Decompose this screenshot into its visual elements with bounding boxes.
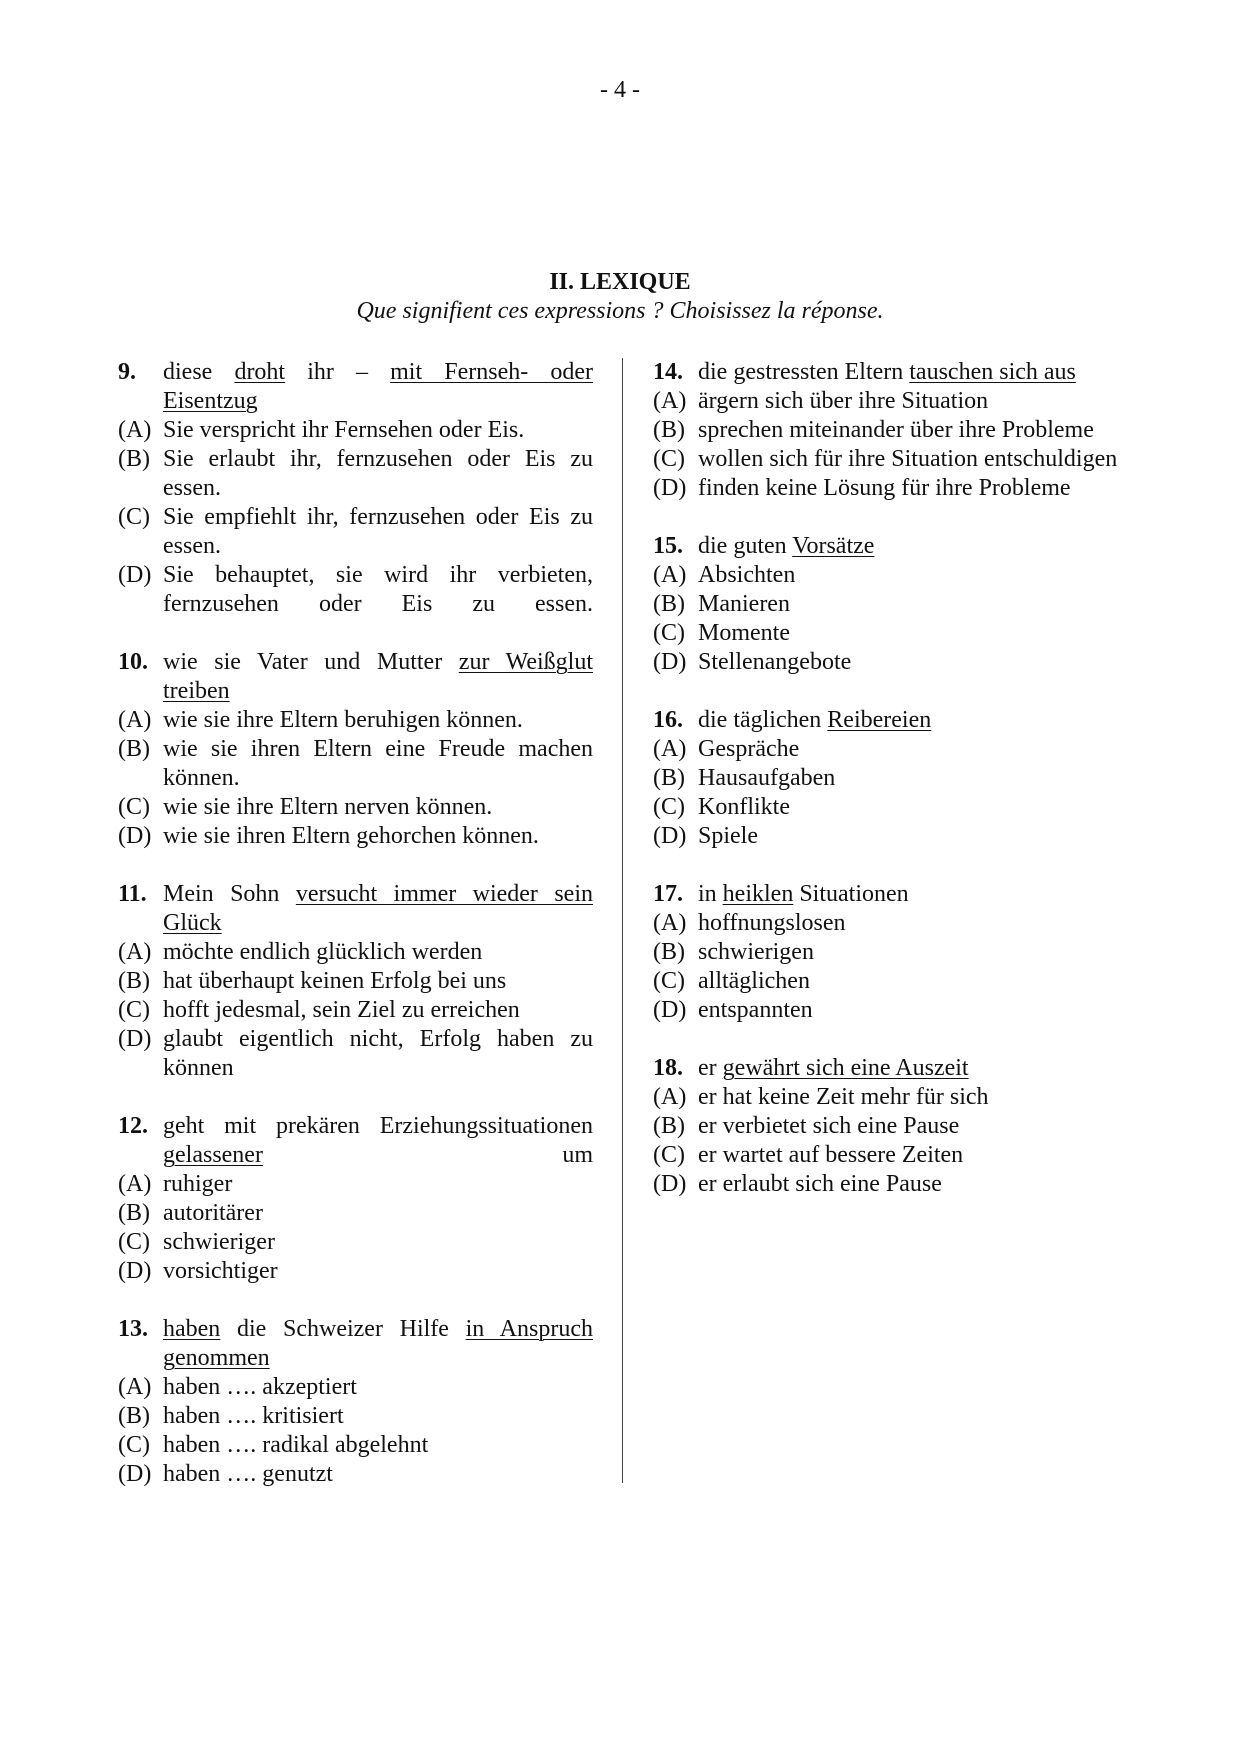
question-stem-row (118, 648, 593, 706)
answer-option (118, 1373, 593, 1402)
answer-option (653, 1112, 1127, 1141)
option-text: Spiele (698, 823, 758, 849)
answer-option (118, 822, 593, 851)
option-text: Konflikte (698, 794, 790, 820)
right-column (653, 358, 1127, 1228)
stem-text: Mein Sohn (163, 881, 296, 907)
answer-option (653, 619, 1127, 648)
option-text: Sie verspricht ihr Fernsehen oder Eis. (163, 417, 525, 443)
question-15 (653, 532, 1127, 677)
option-label: (D) (118, 1258, 152, 1284)
option-label: (B) (653, 591, 685, 617)
answer-option (118, 1170, 593, 1199)
answer-option (118, 706, 593, 735)
stem-text: wie sie Vater und Mutter (163, 649, 459, 675)
answer-option (118, 503, 593, 561)
option-label: (A) (653, 1084, 687, 1110)
option-label: (B) (118, 736, 150, 762)
option-text: er wartet auf bessere Zeiten (698, 1142, 964, 1168)
option-label: (B) (118, 446, 150, 472)
option-label: (D) (653, 475, 687, 501)
option-label: (B) (653, 765, 685, 791)
question-stem (163, 880, 593, 938)
option-label: (D) (653, 997, 687, 1023)
option-label: (B) (118, 968, 150, 994)
answer-option (118, 793, 593, 822)
section-subtitle: Que signifient ces expressions ? Choisissez la réponse. (356, 298, 884, 324)
option-text: hoffnungslosen (698, 910, 846, 936)
option-text: haben …. kritisiert (163, 1403, 344, 1429)
option-label: (A) (653, 736, 687, 762)
question-stem-row (118, 880, 593, 938)
stem-text: ihr – (285, 359, 391, 385)
question-stem (698, 358, 1127, 387)
question-stem (698, 880, 1127, 909)
answer-option (653, 416, 1127, 445)
option-text: er verbietet sich eine Pause (698, 1113, 960, 1139)
option-label: (C) (118, 1229, 150, 1255)
question-stem (163, 1112, 593, 1170)
answer-option (653, 1141, 1127, 1170)
answer-option (653, 938, 1127, 967)
underlined-expression: gelassener (163, 1142, 263, 1168)
underlined-expression: zur Weißglut treiben (163, 649, 593, 704)
option-label: (D) (118, 562, 152, 588)
option-text: glaubt eigentlich nicht, Erfolg haben zu können (163, 1026, 593, 1081)
option-text: Gespräche (698, 736, 800, 762)
option-label: (C) (118, 1432, 150, 1458)
option-label: (B) (118, 1200, 150, 1226)
question-stem (698, 706, 1127, 735)
option-label: (A) (118, 707, 152, 733)
underlined-expression: gewährt sich eine Auszeit (722, 1055, 969, 1081)
underlined-expression: tauschen sich aus (909, 359, 1076, 385)
question-stem-row (653, 532, 1127, 561)
question-11 (118, 880, 593, 1083)
option-label: (D) (118, 1461, 152, 1487)
underlined-expression: versucht immer wieder sein Glück (163, 881, 593, 936)
stem-text: diese (163, 359, 235, 385)
option-label: (C) (653, 968, 685, 994)
option-text: hat überhaupt keinen Erfolg bei uns (163, 968, 507, 994)
answer-option (118, 967, 593, 996)
question-stem-row (118, 358, 593, 416)
question-stem-row (118, 1315, 593, 1373)
option-text: haben …. akzeptiert (163, 1374, 357, 1400)
question-stem (163, 1315, 593, 1373)
underlined-expression: droht (234, 359, 286, 385)
question-stem-row (653, 880, 1127, 909)
option-label: (C) (118, 504, 150, 530)
option-text: Manieren (698, 591, 790, 617)
answer-option (653, 764, 1127, 793)
page-number: - 4 - (600, 77, 640, 103)
option-label: (D) (653, 823, 687, 849)
answer-option (118, 1402, 593, 1431)
question-number: 9. (118, 359, 136, 385)
option-text: entspannten (698, 997, 813, 1023)
answer-option (118, 735, 593, 793)
option-text: autoritärer (163, 1200, 263, 1226)
option-label: (A) (653, 388, 687, 414)
option-label: (D) (118, 823, 152, 849)
option-label: (C) (653, 620, 685, 646)
option-text: möchte endlich glücklich werden (163, 939, 483, 965)
option-text: vorsichtiger (163, 1258, 278, 1284)
option-label: (A) (118, 1171, 152, 1197)
option-text: schwierigen (698, 939, 814, 965)
answer-option (653, 561, 1127, 590)
option-text: alltäglichen (698, 968, 810, 994)
answer-option (118, 561, 593, 619)
underlined-expression: mit Fernseh- oder Eisentzug (163, 359, 594, 414)
answer-option (653, 967, 1127, 996)
option-label: (B) (653, 939, 685, 965)
question-number: 14. (653, 359, 683, 385)
option-label: (C) (118, 794, 150, 820)
question-number: 10. (118, 649, 148, 675)
option-text: haben …. genutzt (163, 1461, 333, 1487)
question-stem-row (653, 358, 1127, 387)
answer-option (653, 735, 1127, 764)
question-stem (163, 648, 593, 706)
answer-option (118, 1257, 593, 1286)
option-text: Momente (698, 620, 790, 646)
answer-option (653, 822, 1127, 851)
question-12 (118, 1112, 593, 1286)
option-text: wie sie ihre Eltern nerven können. (163, 794, 493, 820)
question-9 (118, 358, 593, 619)
question-18 (653, 1054, 1127, 1199)
option-text: Hausaufgaben (698, 765, 836, 791)
option-label: (D) (653, 1171, 687, 1197)
column-divider (622, 358, 623, 1483)
option-label: (D) (653, 649, 687, 675)
answer-option (653, 590, 1127, 619)
underlined-expression: Reibereien (827, 707, 932, 733)
stem-text: er (698, 1055, 723, 1081)
option-text: ärgern sich über ihre Situation (698, 388, 989, 414)
question-stem-row (653, 706, 1127, 735)
option-text: schwieriger (163, 1229, 275, 1255)
option-text: haben …. radikal abgelehnt (163, 1432, 429, 1458)
question-number: 18. (653, 1055, 683, 1081)
section-title: II. LEXIQUE (549, 269, 691, 295)
stem-text: um (262, 1142, 593, 1168)
question-14 (653, 358, 1127, 503)
answer-option (118, 996, 593, 1025)
question-17 (653, 880, 1127, 1025)
option-text: wie sie ihre Eltern beruhigen können. (163, 707, 523, 733)
question-number: 17. (653, 881, 683, 907)
option-label: (C) (653, 1142, 685, 1168)
option-text: Stellenangebote (698, 649, 852, 675)
stem-text: die guten (698, 533, 793, 559)
answer-option (118, 1431, 593, 1460)
answer-option (653, 648, 1127, 677)
question-number: 12. (118, 1113, 148, 1139)
answer-option (118, 416, 593, 445)
question-stem (163, 358, 593, 416)
option-text: Sie empfiehlt ihr, fernzusehen oder Eis zu essen. (163, 504, 593, 559)
stem-text: die gestressten Eltern (698, 359, 910, 385)
question-16 (653, 706, 1127, 851)
answer-option (118, 1025, 593, 1083)
answer-option (653, 474, 1127, 503)
option-label: (B) (653, 1113, 685, 1139)
answer-option (653, 793, 1127, 822)
underlined-expression: haben (163, 1316, 221, 1342)
stem-text: in (698, 881, 723, 907)
option-text: er erlaubt sich eine Pause (698, 1171, 942, 1197)
answer-option (653, 1083, 1127, 1112)
question-stem-row (118, 1112, 593, 1170)
underlined-expression: Vorsätze (792, 533, 875, 559)
stem-text: Situationen (793, 881, 909, 907)
option-label: (C) (653, 446, 685, 472)
stem-text: geht mit prekären Erziehungssituationen (163, 1113, 593, 1139)
question-number: 15. (653, 533, 683, 559)
stem-text: die täglichen (698, 707, 828, 733)
question-number: 16. (653, 707, 683, 733)
question-10 (118, 648, 593, 851)
option-label: (C) (653, 794, 685, 820)
option-label: (A) (653, 562, 687, 588)
answer-option (653, 387, 1127, 416)
option-label: (C) (118, 997, 150, 1023)
answer-option (118, 1199, 593, 1228)
option-text: hofft jedesmal, sein Ziel zu erreichen (163, 997, 520, 1023)
option-label: (A) (653, 910, 687, 936)
answer-option (653, 1170, 1127, 1199)
answer-option (653, 909, 1127, 938)
option-text: sprechen miteinander über ihre Probleme (698, 417, 1094, 443)
option-label: (A) (118, 939, 152, 965)
answer-option (653, 445, 1127, 474)
option-label: (A) (118, 417, 152, 443)
option-text: wie sie ihren Eltern eine Freude machen können. (163, 736, 593, 791)
option-text: finden keine Lösung für ihre Probleme (698, 475, 1071, 501)
answer-option (118, 445, 593, 503)
underlined-expression: in Anspruch genommen (163, 1316, 593, 1371)
answer-option (118, 1460, 593, 1489)
option-text: Sie erlaubt ihr, fernzusehen oder Eis zu essen. (163, 446, 593, 501)
option-label: (D) (118, 1026, 152, 1052)
answer-option (118, 1228, 593, 1257)
option-label: (B) (118, 1403, 150, 1429)
question-stem-row (653, 1054, 1127, 1083)
option-text: wie sie ihren Eltern gehorchen können. (163, 823, 539, 849)
option-text: ruhiger (163, 1171, 233, 1197)
question-stem (698, 1054, 1127, 1083)
left-column (118, 358, 593, 1518)
option-label: (B) (653, 417, 685, 443)
question-number: 13. (118, 1316, 148, 1342)
question-stem (698, 532, 1127, 561)
option-text: wollen sich für ihre Situation entschuldigen (698, 446, 1118, 472)
stem-text: die Schweizer Hilfe (220, 1316, 466, 1342)
option-text: Absichten (698, 562, 796, 588)
question-13 (118, 1315, 593, 1489)
answer-option (653, 996, 1127, 1025)
underlined-expression: heiklen (722, 881, 794, 907)
option-label: (A) (118, 1374, 152, 1400)
option-text: er hat keine Zeit mehr für sich (698, 1084, 989, 1110)
answer-option (118, 938, 593, 967)
option-text: Sie behauptet, sie wird ihr verbieten, fernzusehen oder Eis zu essen. (163, 562, 593, 617)
question-number: 11. (118, 881, 147, 907)
